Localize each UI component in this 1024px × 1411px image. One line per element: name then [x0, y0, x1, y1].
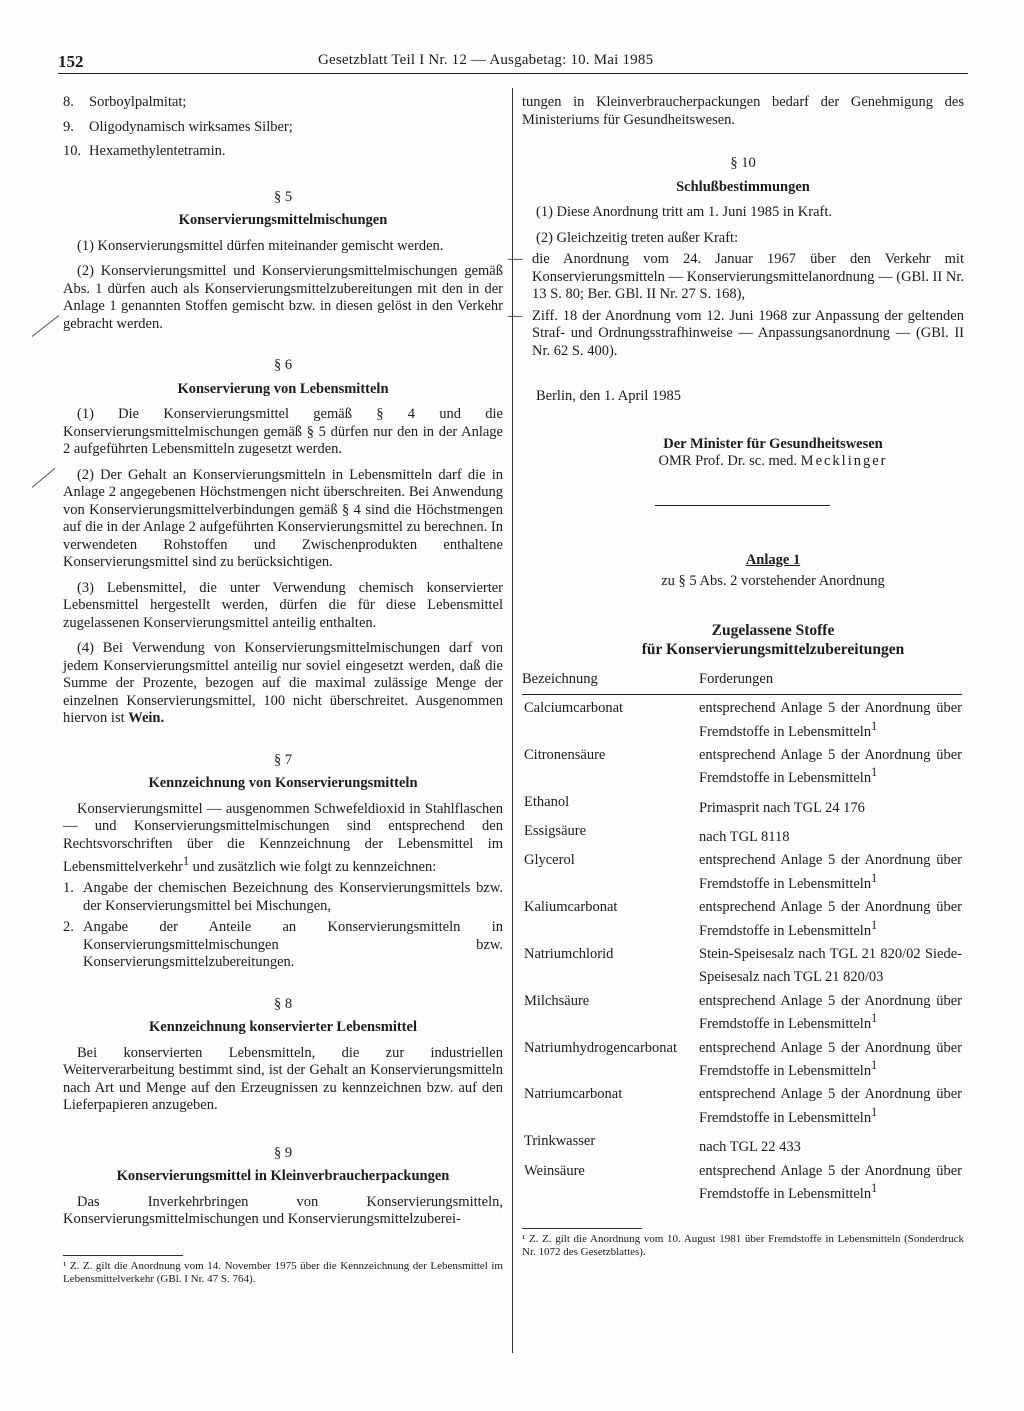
section-9-number: § 9 [273, 1144, 293, 1161]
paragraph: (1) Konservierungsmittel dürfen miteinander gemischt werden. [77, 237, 444, 254]
substance-name: Citronensäure [524, 746, 606, 763]
separator-rule [655, 505, 830, 506]
section-8-number: § 8 [273, 995, 293, 1012]
section-10-title: Schlußbestimmungen [676, 178, 810, 195]
section-5-title: Konservierungsmittelmischungen [178, 212, 388, 228]
section-5-number: § 5 [273, 188, 293, 205]
paragraph: (4) Bei Verwendung von Konservierungsmittelmischungen darf von jedem Konservierungsmittel anteilig nur soviel eingesetzt werden, daß die Summe der Prozente, bezogen auf die maximal zulässige Menge der einzelnen Konservierungsmittel, 100 nicht überschreitet. Ausgenommen hiervon ist Wein. [63, 640, 503, 726]
table-row [522, 988, 962, 1035]
running-title: Gesetzblatt Teil I Nr. 12 — Ausgabetag: 10. Mai 1985 [318, 52, 654, 68]
substance-name: Ethanol [524, 793, 570, 810]
table-row [522, 847, 962, 894]
list-item: 8. Sorboylpalmitat; [63, 94, 187, 110]
substance-requirement: entsprechend Anlage 5 der Anordnung über Fremdstoffe in Lebensmitteln$^1$ [699, 852, 962, 892]
substance-name: Kaliumcarbonat [524, 899, 618, 916]
section-7-title: Kennzeichnung von Konservierungsmitteln [148, 775, 418, 791]
table-row [522, 1158, 962, 1205]
substance-requirement: entsprechend Anlage 5 der Anordnung über Fremdstoffe in Lebensmitteln$^1$ [699, 1162, 962, 1202]
place-date: Berlin, den 1. April 1985 [536, 388, 681, 404]
table-row [522, 1081, 962, 1128]
footnote-rule [522, 1228, 642, 1229]
column-header: Forderungen [699, 669, 962, 695]
signature-title: Der Minister für Gesundheitswesen [663, 435, 883, 452]
section-6-number: § 6 [273, 357, 293, 373]
substance-requirement: nach TGL 8118 [699, 828, 790, 845]
paragraph: Konservierungsmittel — ausgenommen Schwefeldioxid in Stahlflaschen — und Konservierungsmittelmischungen sind entsprechend den Rechtsvorschriften über die Kennzeichnung der Lebensmittel im Lebensmittelverkehr$^1$ und zusätzlich wie folgt zu kennzeichnen: [63, 800, 503, 875]
list-item: — die Anordnung vom 24. Januar 1967 über den Verkehr mit Konservierungsmitteln — Konservierungsmittelanordnung — (GBl. II Nr. 13 S. 80; Ber. GBl. II Nr. 27 S. 168), [508, 251, 964, 302]
substance-requirement: entsprechend Anlage 5 der Anordnung über Fremdstoffe in Lebensmitteln$^1$ [699, 1086, 962, 1126]
footnote: ¹ Z. Z. gilt die Anordnung vom 10. August 1981 über Fremdstoffe in Lebensmitteln (Sonderdruck Nr. 1072 des Gesetzblattes). [522, 1233, 964, 1259]
list-item: 9. Oligodynamisch wirksames Silber; [63, 118, 293, 135]
paragraph: Bei konservierten Lebensmitteln, die zur industriellen Weiterverarbeitung bestimmt sind, ist der Gehalt an Konservierungsmitteln nach Art und Menge auf den Erzeugnissen zu kennzeichnen bzw. auf den Lieferpapieren anzugeben. [63, 1044, 503, 1114]
table-row [522, 742, 962, 789]
section-7-number: § 7 [273, 751, 293, 768]
substance-requirement: nach TGL 22 433 [699, 1139, 801, 1156]
list-item: — Ziff. 18 der Anordnung vom 12. Juni 1968 zur Anpassung der geltenden Straf- und Ordnungsstrafhinweise — Anpassungsanordnung — (GBl. II Nr. 62 S. 400). [508, 307, 964, 359]
list-item: 10. Hexamethylentetramin. [63, 143, 226, 159]
substance-requirement: entsprechend Anlage 5 der Anordnung über Fremdstoffe in Lebensmitteln$^1$ [699, 992, 962, 1033]
substance-requirement: entsprechend Anlage 5 der Anordnung über Fremdstoffe in Lebensmitteln$^1$ [699, 700, 962, 740]
section-6-title: Konservierung von Lebensmitteln [177, 380, 389, 397]
substance-name: Milchsäure [524, 992, 590, 1009]
left-column [63, 94, 503, 1286]
substance-name: Natriumcarbonat [524, 1086, 623, 1103]
footnote-rule [63, 1255, 183, 1256]
substance-name: Glycerol [524, 852, 575, 869]
table-header-row [522, 669, 962, 695]
substance-name: Weinsäure [524, 1162, 585, 1179]
table-row [522, 818, 962, 847]
section-10-number: § 10 [730, 155, 756, 171]
section-9-title: Konservierungsmittel in Kleinverbraucherpackungen [116, 1168, 450, 1185]
substance-name: Trinkwasser [524, 1133, 596, 1150]
paragraph: (2) Konservierungsmittel und Konservierungsmittelmischungen gemäß Abs. 1 dürfen auch als Konservierungsmittelzubereitungen mit den in der Anlage 1 genannten Stoffen gemischt bzw. in diesen gelöst in den Verkehr gebracht werden. [63, 263, 503, 332]
paragraph: (1) Diese Anordnung tritt am 1. Juni 1985 in Kraft. [536, 204, 832, 220]
paragraph: (3) Lebensmittel, die unter Verwendung chemisch konservierter Lebensmittel hergestellt werden, dürfen die für diese Lebensmittel zugelassenen Konservierungsmittel anteilig enthalten. [63, 579, 503, 631]
substance-requirement: entsprechend Anlage 5 der Anordnung über Fremdstoffe in Lebensmitteln$^1$ [699, 1039, 962, 1079]
substance-name: Natriumhydrogencarbonat [524, 1039, 678, 1056]
list-item: 1. Angabe der chemischen Bezeichnung des Konservierungsmittels bzw. der Konservierungsmittel bei Mischungen, [63, 880, 503, 914]
signature-line: OMR Prof. Dr. sc. med. Mecklinger [658, 453, 888, 469]
list-item: 2. Angabe der Anteile an Konservierungsmitteln in Konservierungsmittelmischungen bzw. Konservierungsmittelzubereitungen. [63, 919, 503, 971]
substance-name: Natriumchlorid [524, 945, 614, 962]
table-row [522, 894, 962, 941]
paragraph: (2) Der Gehalt an Konservierungsmitteln in Lebensmitteln darf die in Anlage 2 angegebenen Höchstmengen nicht überschreiten. Bei Anwendung von Konservierungsmittelverbindungen gemäß § 4 sind die Höchstmengen auf die in der Anlage 2 aufgeführten Konservierungsmittel zu berechnen. In verwendeten Rohstoffen und Zwischenprodukten enthaltene Konservierungsmittel sind zu berücksichtigen. [63, 466, 503, 570]
table-row [522, 1035, 962, 1082]
substances-table [522, 669, 962, 1205]
table-title: Zugelassene Stoffe für Konservierungsmittelzubereitungen [641, 621, 905, 658]
header-rule [58, 73, 968, 74]
paragraph: Das Inverkehrbringen von Konservierungsmitteln, Konservierungsmittelmischungen und Konservierungsmittelzuberei- [63, 1193, 503, 1228]
table-row [522, 1128, 962, 1157]
paragraph: (2) Gleichzeitig treten außer Kraft: [536, 229, 739, 246]
table-row [522, 695, 962, 742]
substance-requirement: entsprechend Anlage 5 der Anordnung über Fremdstoffe in Lebensmitteln$^1$ [699, 899, 962, 939]
substance-requirement: Primasprit nach TGL 24 176 [699, 799, 865, 816]
substance-requirement: entsprechend Anlage 5 der Anordnung über Fremdstoffe in Lebensmitteln$^1$ [699, 746, 962, 787]
column-header: Bezeichnung [522, 669, 699, 695]
substance-requirement: Stein-Speisesalz nach TGL 21 820/02 Siede-Speisesalz nach TGL 21 820/03 [699, 945, 962, 986]
paragraph: tungen in Kleinverbraucherpackungen bedarf der Genehmigung des Ministeriums für Gesundheitswesen. [522, 94, 964, 128]
margin-pen-mark [32, 315, 59, 337]
anlage-title: Anlage 1 [745, 551, 801, 568]
right-column [508, 94, 964, 1259]
substance-name: Calciumcarbonat [524, 700, 624, 716]
page-number: 152 [58, 52, 84, 71]
footnote: ¹ Z. Z. gilt die Anordnung vom 14. November 1975 über die Kennzeichnung der Lebensmittel im Lebensmittelverkehr (GBl. I Nr. 47 S. 764). [63, 1259, 503, 1285]
table-row [522, 789, 962, 818]
paragraph: (1) Die Konservierungsmittel gemäß § 4 und die Konservierungsmittelmischungen gemäß § 5 dürfen nur den in der Anlage 2 aufgeführten Lebensmitteln zugesetzt werden. [63, 406, 503, 457]
margin-pen-mark [32, 468, 56, 488]
section-8-title: Kennzeichnung konservierter Lebensmittel [149, 1019, 417, 1036]
anlage-subtitle: zu § 5 Abs. 2 vorstehender Anordnung [661, 573, 885, 589]
substance-name: Essigsäure [524, 822, 587, 839]
table-row [522, 941, 962, 988]
